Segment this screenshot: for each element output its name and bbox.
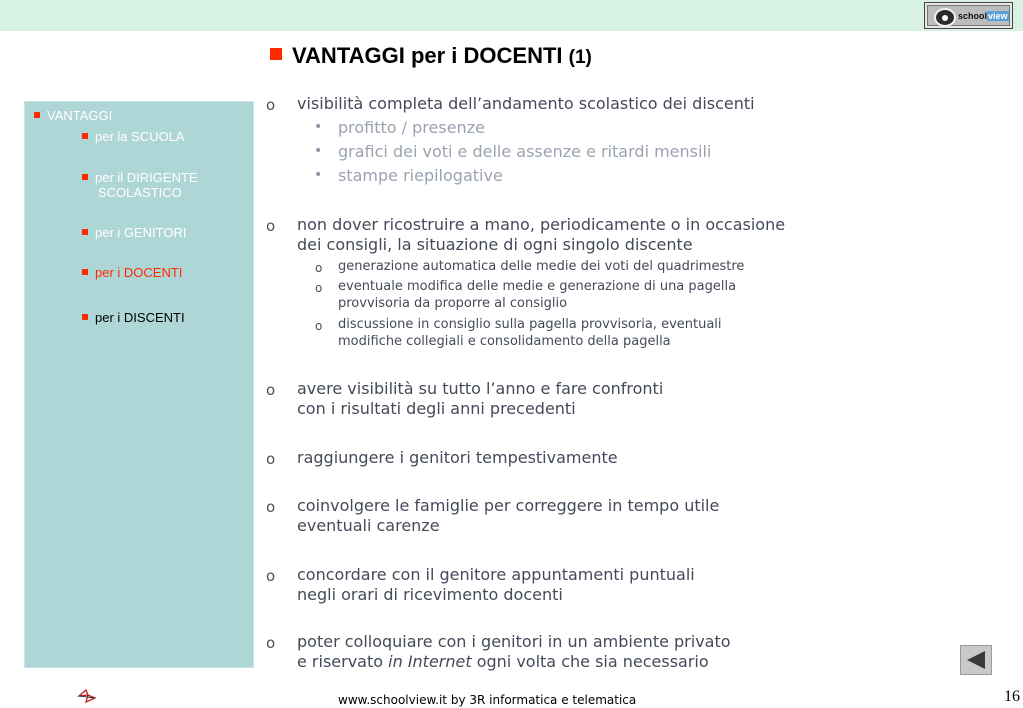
circle-bullet-icon: o (266, 567, 276, 585)
sidebar-item-dirigente[interactable]: per il DIRIGENTE SCOLASTICO (82, 170, 198, 200)
square-bullet-icon (82, 229, 88, 235)
sub-point-cont: modifiche collegiali e consolidamento della pagella (338, 334, 671, 349)
point-colloquiare-cont: e riservato in Internet ogni volta che sia necessario (297, 652, 709, 671)
point-genitori: raggiungere i genitori tempestivamente (297, 448, 618, 467)
square-bullet-icon (34, 112, 40, 118)
top-band (0, 0, 1023, 31)
sidebar-item-scuola[interactable]: per la SCUOLA (82, 129, 185, 144)
dot-bullet-icon: • (314, 119, 323, 135)
slide-title-number: (1) (568, 47, 592, 68)
dot-bullet-icon: • (314, 167, 323, 183)
point-colloquiare: poter colloquiare con i genitori in un ambiente privato (297, 632, 731, 651)
schoolview-logo[interactable] (924, 2, 1013, 29)
dot-bullet-icon: • (314, 143, 323, 159)
point-appuntamenti-cont: negli orari di ricevimento docenti (297, 585, 563, 604)
slide-title (270, 43, 592, 69)
logo-text: schoolview (958, 11, 1008, 21)
point-visibilita: visibilità completa dell’andamento scolastico dei discenti (297, 94, 755, 113)
point-famiglie: coinvolgere le famiglie per correggere in tempo utile (297, 496, 720, 515)
circle-bullet-icon: o (266, 450, 276, 468)
point-appuntamenti: concordare con il genitore appuntamenti puntuali (297, 565, 695, 584)
point-famiglie-cont: eventuali carenze (297, 516, 440, 535)
circle-bullet-icon: o (315, 281, 323, 295)
page-number: 16 (1004, 688, 1020, 705)
3r-logo-icon (77, 689, 97, 703)
circle-bullet-icon: o (266, 498, 276, 516)
point-ricostruire: non dover ricostruire a mano, periodicamente o in occasione (297, 215, 786, 234)
eye-icon (934, 8, 956, 27)
sub-point: discussione in consiglio sulla pagella provvisoria, eventuali (338, 317, 722, 332)
sidebar-item-docenti[interactable]: per i DOCENTI (82, 265, 182, 280)
sub-point: stampe riepilogative (338, 166, 503, 185)
sidebar-item-discenti[interactable]: per i DISCENTI (82, 310, 185, 325)
sub-point: profitto / presenze (338, 118, 485, 137)
circle-bullet-icon: o (266, 381, 276, 399)
title-square-bullet-icon (270, 48, 282, 60)
square-bullet-icon (82, 133, 88, 139)
point-ricostruire-cont: dei consigli, la situazione di ogni singolo discente (297, 235, 693, 254)
square-bullet-icon (82, 174, 88, 180)
circle-bullet-icon: o (315, 261, 323, 275)
slide-title-text: VANTAGGI per i DOCENTI (292, 43, 563, 68)
circle-bullet-icon: o (266, 96, 276, 114)
point-confronti: avere visibilità su tutto l’anno e fare confronti (297, 379, 664, 398)
sub-point: generazione automatica delle medie dei voti del quadrimestre (338, 259, 745, 274)
logo-frame (927, 5, 1010, 26)
sidebar-item-genitori[interactable]: per i GENITORI (82, 225, 187, 240)
circle-bullet-icon: o (266, 217, 276, 235)
sub-point: grafici dei voti e delle assenze e ritardi mensili (338, 142, 712, 161)
circle-bullet-icon: o (266, 634, 276, 652)
sub-point-cont: provvisoria da proporre al consiglio (338, 296, 568, 311)
footer-credit: www.schoolview.it by 3R informatica e telematica (338, 693, 637, 707)
square-bullet-icon (82, 314, 88, 320)
back-arrow-button[interactable] (960, 645, 992, 675)
point-confronti-cont: con i risultati degli anni precedenti (297, 399, 576, 418)
square-bullet-icon (82, 269, 88, 275)
sidebar-item-vantaggi[interactable]: VANTAGGI (34, 108, 112, 123)
sub-point: eventuale modifica delle medie e generazione di una pagella (338, 279, 737, 294)
circle-bullet-icon: o (315, 319, 323, 333)
